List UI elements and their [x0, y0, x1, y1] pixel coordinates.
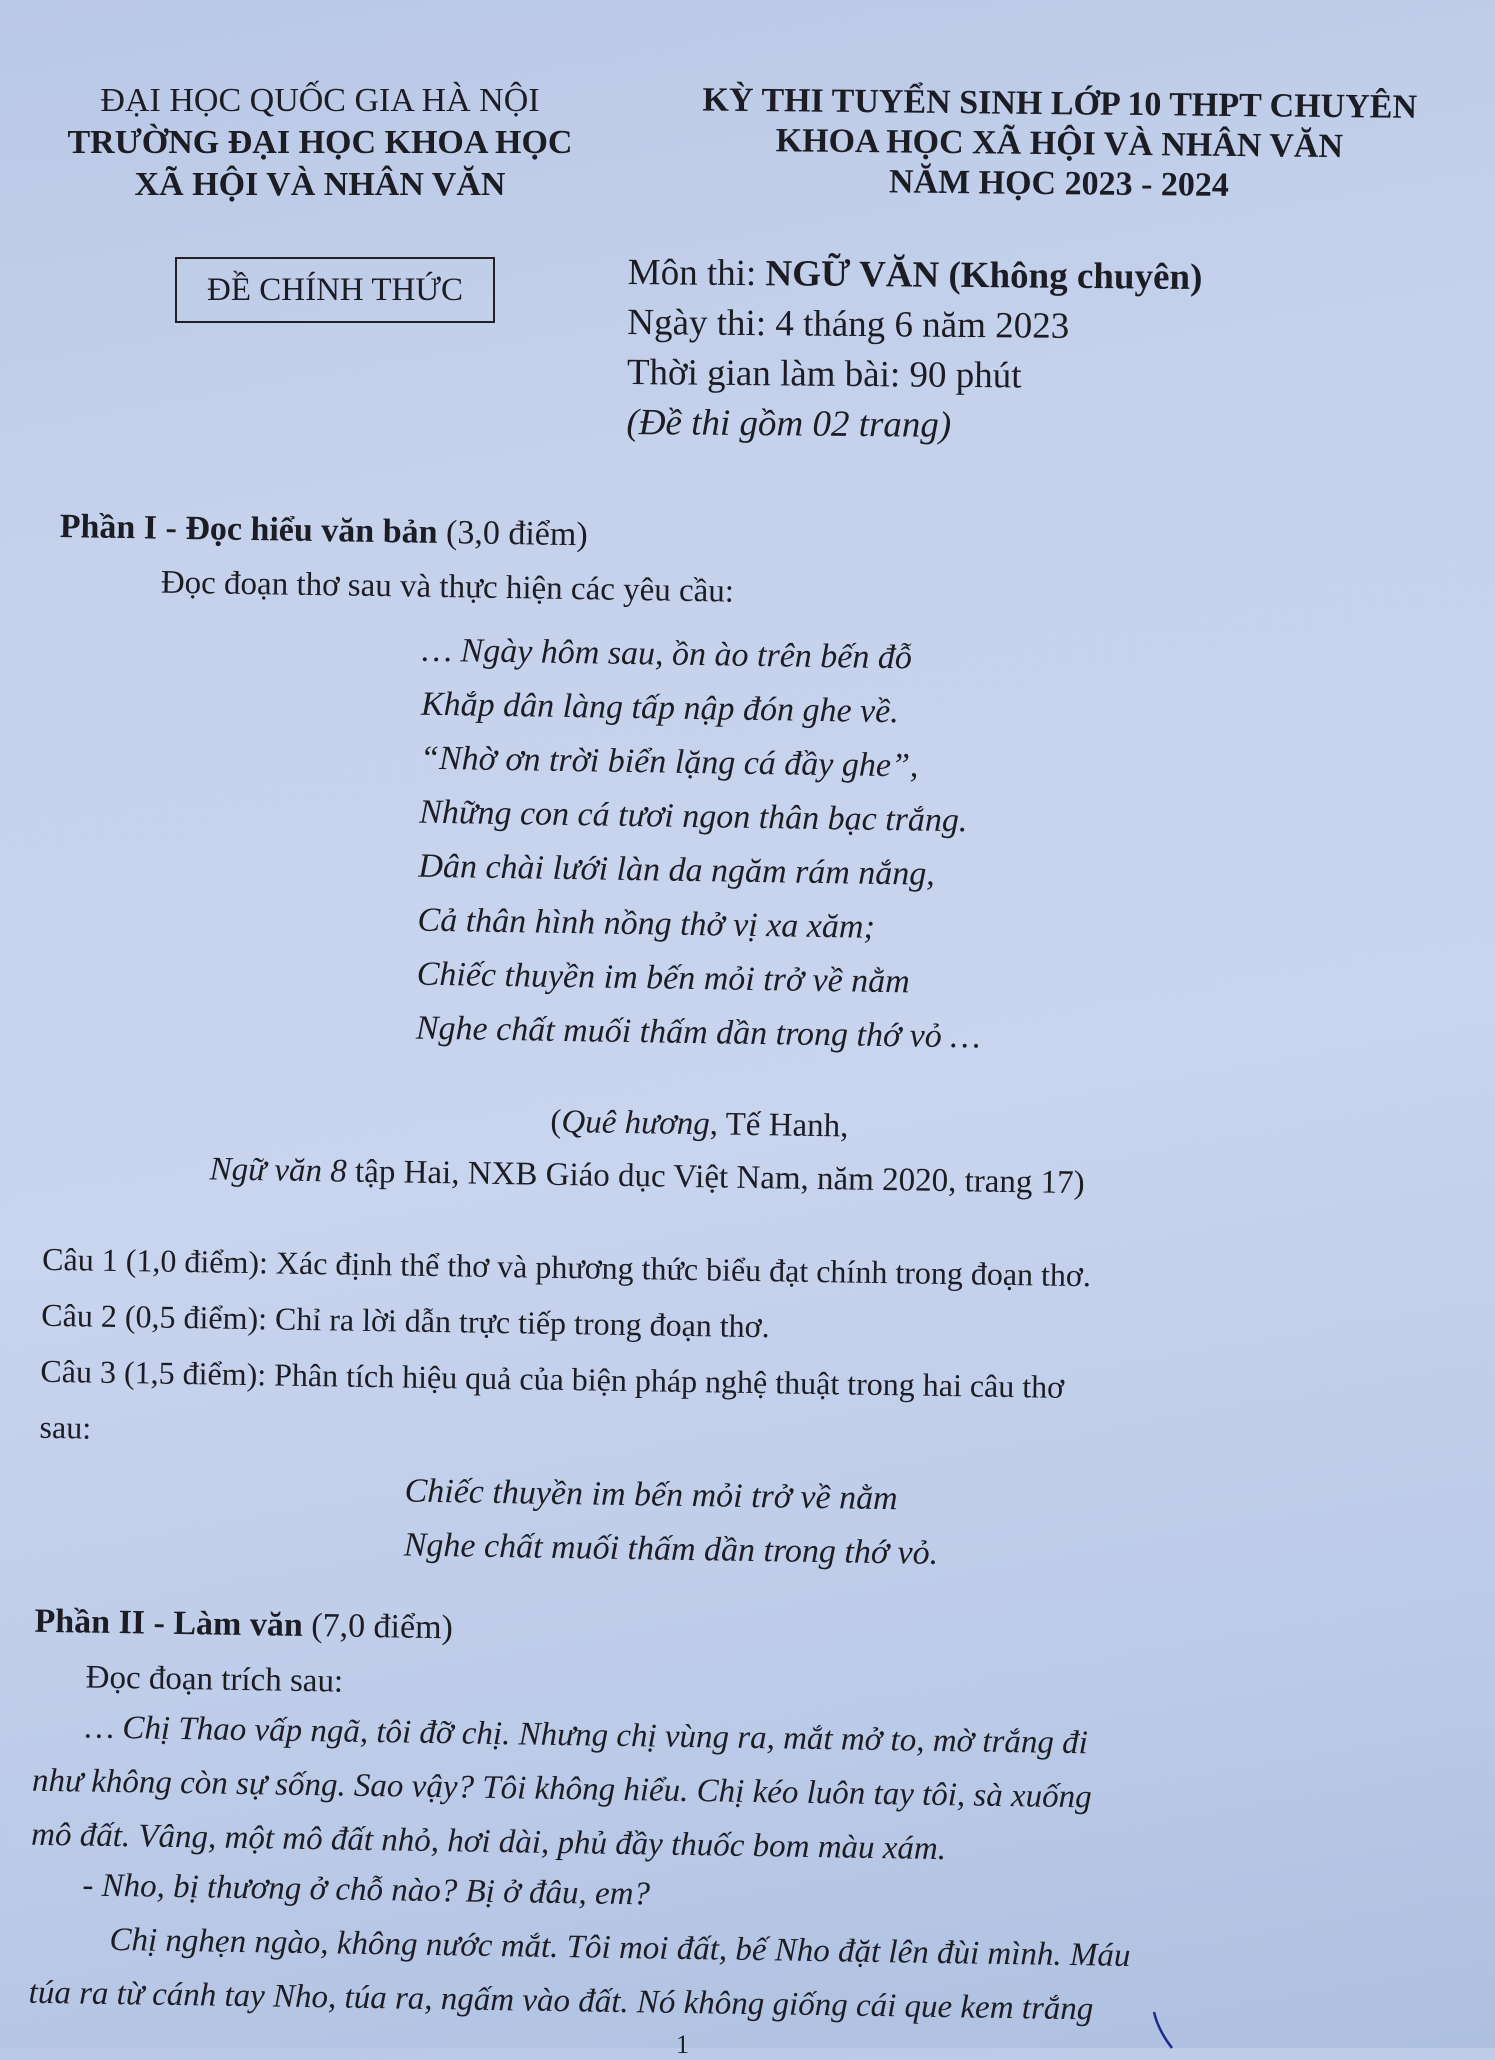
school-name-line2: XÃ HỘI VÀ NHÂN VĂN — [134, 166, 506, 203]
pen-mark — [1150, 2010, 1180, 2050]
university-header — [60, 80, 580, 206]
excerpt-line: Chị nghẹn ngào, không nước mắt. Tôi moi đất, bế Nho đặt lên đùi mình. Máu — [109, 1921, 1131, 1974]
exam-duration: Thời gian làm bài: 90 phút — [626, 351, 1022, 397]
exam-header — [659, 80, 1460, 208]
poem-line: Chiếc thuyền im bến mỏi trở về nằm — [416, 955, 911, 1001]
source-book: Ngữ văn 8 — [209, 1151, 348, 1190]
poem-line: Dân chài lưới làn da ngăm rám nắng, — [418, 847, 936, 893]
poem-excerpt — [415, 624, 986, 1065]
poem-line: “Nhờ ơn trời biển lặng cá đầy ghe”, — [419, 739, 919, 785]
excerpt-line: mô đất. Vâng, một mô đất nhỏ, hơi dài, phủ đầy thuốc bom màu xám. — [30, 1816, 947, 1868]
part1-instruction: Đọc đoạn thơ sau và thực hiện các yêu cầu: — [160, 564, 735, 610]
source-publisher: tập Hai, NXB Giáo dục Việt Nam, năm 2020, trang 17) — [346, 1153, 1085, 1202]
part1-points: (3,0 điểm) — [437, 513, 588, 554]
part1-title — [59, 508, 588, 554]
excerpt-line: - Nho, bị thương ở chỗ nào? Bị ở đâu, em? — [82, 1867, 651, 1913]
part1-title-text: Phần I - Đọc hiểu văn bản — [59, 508, 438, 551]
exam-info — [626, 248, 1202, 453]
exam-year: NĂM HỌC 2023 - 2024 — [888, 163, 1230, 204]
exam-title-line1: KỲ THI TUYỂN SINH LỚP 10 THPT CHUYÊN — [702, 81, 1418, 126]
subject-value: NGỮ VĂN (Không chuyên) — [765, 253, 1203, 299]
question-1: Câu 1 (1,0 điểm): Xác định thể thơ và phương thức biểu đạt chính trong đoạn thơ. — [41, 1240, 1092, 1294]
question-3-line2: sau: — [39, 1408, 92, 1446]
question-2: Câu 2 (0,5 điểm): Chỉ ra lời dẫn trực tiếp trong đoạn thơ. — [41, 1296, 770, 1345]
poem-source-line1 — [550, 1104, 849, 1146]
exam-date: Ngày thi: 4 tháng 6 năm 2023 — [627, 301, 1070, 347]
poem-line: Nghe chất muối thấm dần trong thớ vỏ. — [403, 1526, 939, 1572]
poem-line: Những con cá tươi ngon thân bạc trắng. — [419, 793, 968, 840]
source-author: , Tế Hanh, — [709, 1106, 849, 1145]
official-label-box: ĐỀ CHÍNH THỨC — [175, 257, 495, 323]
poem-line: Chiếc thuyền im bến mỏi trở về nằm — [404, 1472, 898, 1518]
poem-source-line2 — [209, 1151, 1085, 1202]
university-name: ĐẠI HỌC QUỐC GIA HÀ NỘI — [100, 82, 540, 119]
part2-title-text: Phần II - Làm văn — [34, 1602, 304, 1644]
poem-line: Cả thân hình nồng thở vị xa xăm; — [417, 901, 876, 946]
excerpt-line: … Chị Thao vấp ngã, tôi đỡ chị. Nhưng chị vùng ra, mắt mở to, mờ trắng đi — [84, 1709, 1089, 1762]
page-count-note: (Đề thi gồm 02 trang) — [626, 401, 952, 446]
poem-line: Nghe chất muối thấm dần trong thớ vỏ … — [415, 1009, 981, 1056]
question-3-line1: Câu 3 (1,5 điểm): Phân tích hiệu quả của biện pháp nghệ thuật trong hai câu thơ — [40, 1352, 1065, 1405]
exam-title-line2: KHOA HỌC XÃ HỘI VÀ NHÂN VĂN — [775, 122, 1344, 166]
poem-line: … Ngày hôm sau, ồn ào trên bến đỗ — [421, 631, 913, 677]
subject-line — [628, 248, 1203, 303]
source-poem-title: Quê hương — [561, 1103, 711, 1143]
excerpt-line: như không còn sự sống. Sao vậy? Tôi không hiểu. Chị kéo luôn tay tôi, sà xuống — [31, 1762, 1092, 1816]
excerpt-line: túa ra từ cánh tay Nho, túa ra, ngấm vào đất. Nó không giống cái que kem trắng — [28, 1974, 1094, 2028]
poem-line: Khắp dân làng tấp nập đón ghe về. — [420, 685, 900, 731]
school-name-line1: TRƯỜNG ĐẠI HỌC KHOA HỌC — [67, 124, 573, 161]
part2-points: (7,0 điểm) — [302, 1606, 454, 1647]
page-number: 1 — [676, 2030, 689, 2059]
question-3-poem — [403, 1465, 939, 1581]
part2-instruction: Đọc đoạn trích sau: — [85, 1659, 344, 1700]
source-open-paren: ( — [550, 1103, 562, 1140]
part2-title — [34, 1603, 453, 1648]
subject-label: Môn thi: — [627, 251, 766, 295]
